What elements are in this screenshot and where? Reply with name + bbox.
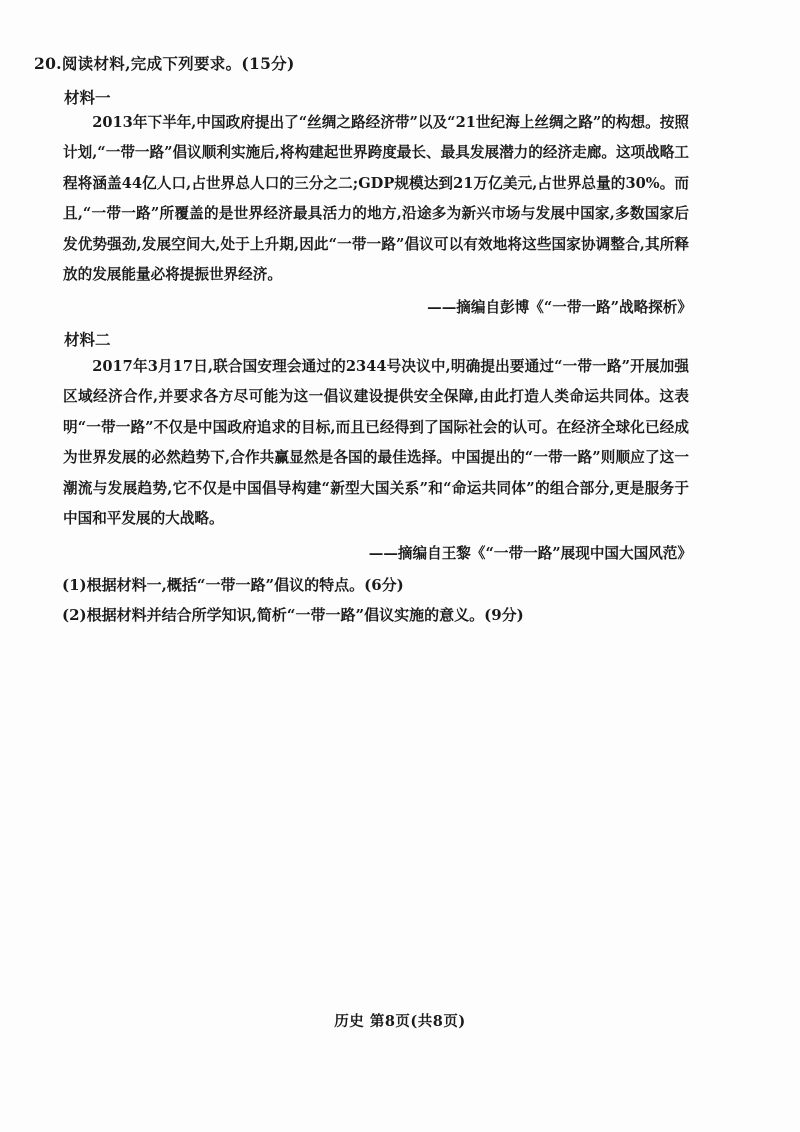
material-1-source: ——摘编自彭博《“一带一路”战略探析》 [427, 299, 692, 316]
sub-question-2: (2)根据材料并结合所学知识,简析“一带一路”倡议实施的意义。(9分) [62, 606, 524, 624]
material-2-heading: 材料二 [64, 330, 111, 349]
question-title: 20.阅读材料,完成下列要求。(15分) [34, 54, 295, 73]
material-2-text: 2017年3月17日,联合国安理会通过的2344号决议中,明确提出要通过“一带一路”开展加强区域经济合作,并要求各方尽可能为这一倡议建设提供安全保障,由此打造人类命运共同体。这表明“一带一路”不仅是中国政府追求的目标,而且已经得到了国际社会的认可。在经济全球化已经成为世界发展的必然趋势下,合作共赢显然是各国的最佳选择。中国提出的“一带一路”则顺应了这一潮流与发展趋势,它不仅是中国倡导构建“新型大国关系”和“命运共同体”的组合部分,更是服务于中国和平发展的大战略。 [63, 358, 689, 528]
material-2-source: ——摘编自王黎《“一带一路”展现中国大国风范》 [368, 545, 692, 562]
sub-question-1: (1)根据材料一,概括“一带一路”倡议的特点。(6分) [62, 576, 404, 594]
material-1-text: 2013年下半年,中国政府提出了“丝绸之路经济带”以及“21世纪海上丝绸之路”的构想。按照计划,“一带一路”倡议顺利实施后,将构建起世界跨度最长、最具发展潜力的经济走廊。这项战略工程将涵盖44亿人口,占世界总人口的三分之二;GDP规模达到21万亿美元,占世界总量的30%。而且,“一带一路”所覆盖的是世界经济最具活力的地方,沿途多为新兴市场与发展中国家,多数国家后发优势强劲,发展空间大,处于上升期,因此“一带一路”倡议可以有效地将这些国家协调整合,其所释放的发展能量必将提振世界经济。 [63, 114, 689, 284]
page-footer: 历史 第8页(共8页) [334, 1013, 466, 1030]
material-1-heading: 材料一 [64, 88, 111, 107]
